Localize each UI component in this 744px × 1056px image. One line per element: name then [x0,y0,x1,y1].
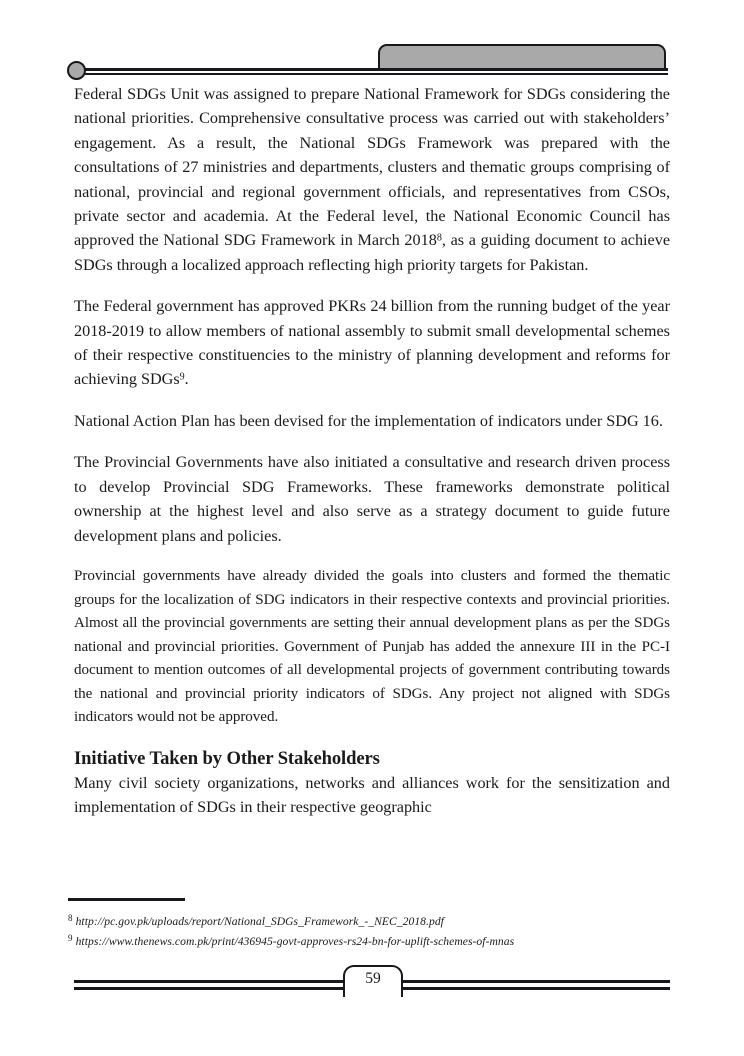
section-heading: Initiative Taken by Other Stakeholders [74,748,380,770]
paragraph-2-text-a: The Federal government has approved PKRs 24 billion from the running budget of the year 2018-2019 to allow members of national assembly to submit small developmental schemes of their respective constituencies to the ministry of planning development and reforms for achieving SDGs [74,297,670,389]
footnote-separator-rule [68,898,185,901]
paragraph-3: National Action Plan has been devised for the implementation of indicators under SDG 16. [74,411,663,430]
header-circle-icon [67,61,86,80]
footnote-item-9[interactable] [68,932,676,952]
page-number: 59 [365,970,381,987]
header-rule-upper [76,68,668,71]
paragraph-4: The Provincial Governments have also initiated a consultative and research driven process to develop Provincial SDG Frameworks. These frameworks demonstrate political ownership at the highest level and also serve as a strategy document to guide future development plans and policies. [74,453,670,545]
footnote-marker-9: 9 [68,932,73,943]
paragraph-5: Provincial governments have already divided the goals into clusters and formed the thematic groups for the localization of SDG indicators in their respective contexts and provincial priorities. Almost all the provincial governments are setting their annual development plans as per the SDGs national and provincial priorities. Government of Punjab has added the annexure III in the PC-I document to mention outcomes of all developmental projects of government contributing towards the national and provincial priority indicators of SDGs. Any project not aligned with SDGs indicators would not be approved. [74,567,670,726]
footnote-url-8[interactable]: http://pc.gov.pk/uploads/report/National_SDGs_Framework_-_NEC_2018.pdf [75,914,444,928]
page-content [74,82,670,820]
footnote-ref-9[interactable]: 9 [179,371,185,383]
paragraph-2 [74,294,670,392]
paragraph-1-text-a: Federal SDGs Unit was assigned to prepare National Framework for SDGs considering the national priorities. Comprehensive consultative process was carried out with stakeholders’ engagement. As a result, the National SDGs Framework was prepared with the consultations of 27 ministries and departments, clusters and thematic groups comprising of national, provincial and regional government officials, and representatives from CSOs, private sector and academia. At the Federal level, the National Economic Council has approved the National SDG Framework in March 2018 [74,85,670,250]
footnote-marker-8: 8 [68,912,73,923]
paragraph-1-text-b: , as a guiding document to achieve SDGs through a localized approach reflecting high priority targets for Pakistan. [74,231,671,274]
paragraph-1 [74,82,670,277]
header-tab-shape [378,44,666,70]
header-ornament [0,0,744,90]
footnote-ref-8[interactable]: 8 [436,232,442,244]
header-rule-lower [76,73,668,75]
paragraph-6: Many civil society organizations, networks and alliances work for the sensitization and implementation of SDGs in their respective geographic [74,774,670,817]
footer-ornament [0,960,744,1010]
footnote-item-8[interactable] [68,912,676,932]
page-number-badge-mask [346,994,400,1008]
paragraph-2-text-b: . [184,370,189,389]
footnotes-block [68,898,676,952]
footnote-url-9[interactable]: https://www.thenews.com.pk/print/436945-govt-approves-rs24-bn-for-uplift-schemes-of-mnas [75,934,515,948]
